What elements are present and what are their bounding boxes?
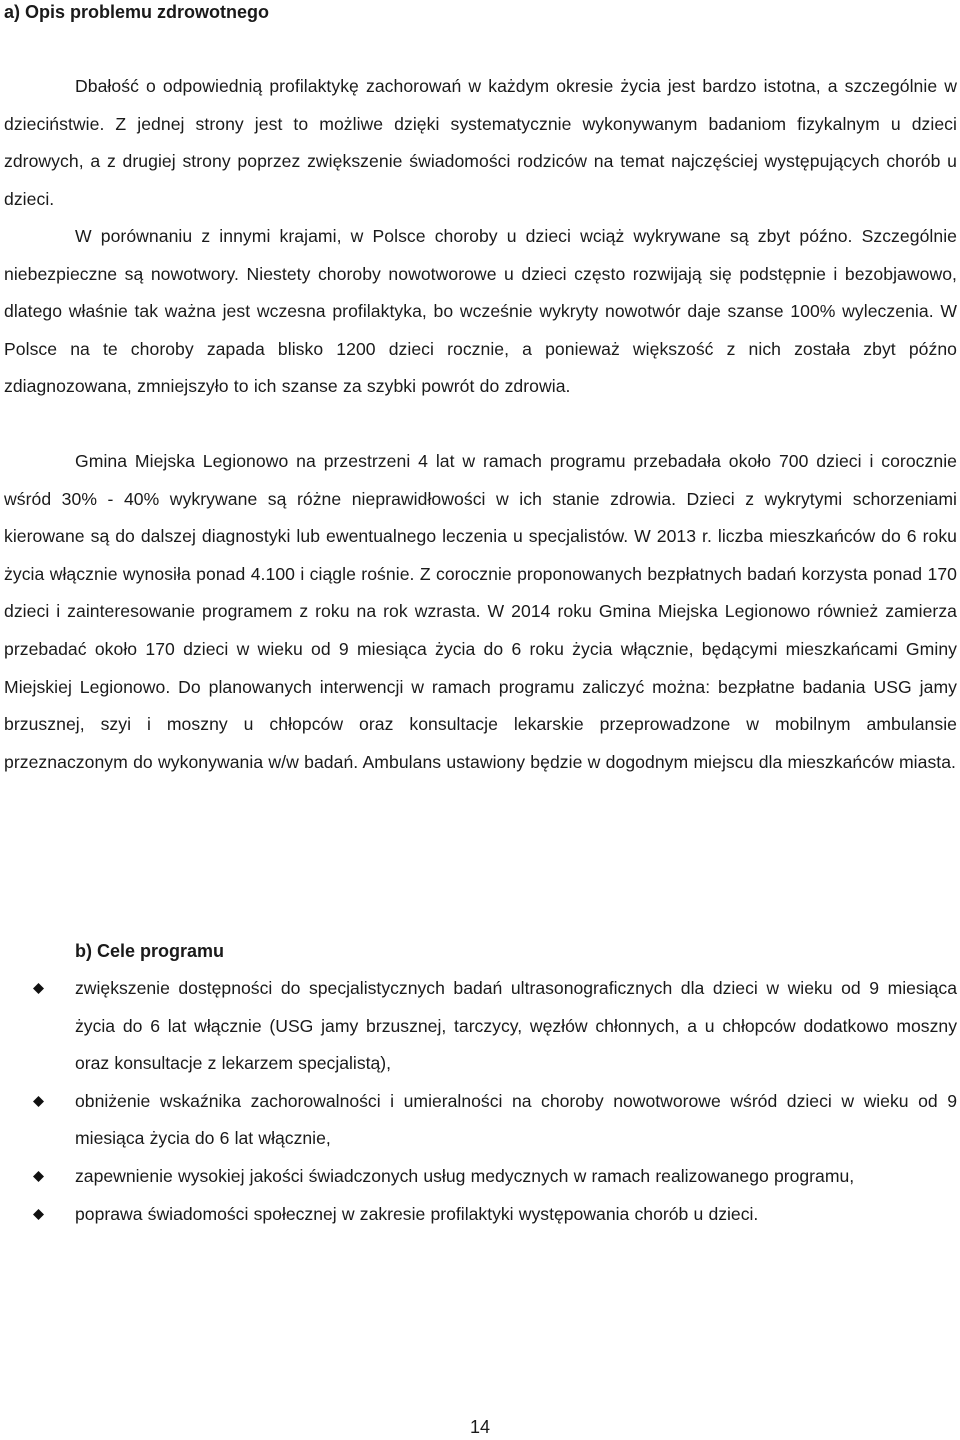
page-number: 14 [469,1417,491,1437]
list-item-text: poprawa świadomości społecznej w zakresie profilaktyki występowania chorób u dzieci. [75,1203,759,1224]
list-item-text: zapewnienie wysokiej jakości świadczonych usług medycznych w ramach realizowanego programu, [75,1165,855,1186]
diamond-bullet-icon [33,1096,44,1107]
section-a-paragraph-1: Dbałość o odpowiednią profilaktykę zachorowań w każdym okresie życia jest bardzo istotna, a szczególnie w dzieciństwie. Z jednej strony jest to możliwe dzięki systematycznie wykonywanym badaniom fizykalnym u dzieci zdrowych, a z drugiej strony poprzez zwiększenie świadomości rodziców na temat najczęściej występujących chorób u dzieci. [4,76,957,209]
list-item [4,1083,957,1158]
diamond-bullet-icon [33,983,44,994]
list-item-text: zwiększenie dostępności do specjalistycznych badań ultrasonograficznych dla dzieci w wieku od 9 miesiąca życia do 6 lat włącznie (USG jamy brzusznej, tarczycy, węzłów chłonnych, a u chłopców dodatkowo moszny oraz konsultacje z lekarzem specjalistą), [75,978,957,1074]
list-item [4,1196,957,1234]
section-a-paragraph-3: Gmina Miejska Legionowo na przestrzeni 4 lat w ramach programu przebadała około 700 dzieci i corocznie wśród 30% - 40% wykrywane są różne nieprawidłowości w ich stanie zdrowia. Dzieci z wykrytymi schorzeniami kierowane są do dalszej diagnostyki lub ewentualnego leczenia u specjalistów. W 2013 r. liczba mieszkańców do 6 roku życia włącznie wynosiła ponad 4.100 i ciągle rośnie. Z corocznie proponowanych bezpłatnych badań korzysta ponad 170 dzieci i zainteresowanie programem z roku na rok wzrasta. W 2014 roku Gmina Miejska Legionowo również zamierza przebadać około 170 dzieci w wieku od 9 miesiąca życia do 6 roku życia włącznie, będącymi mieszkańcami Gminy Miejskiej Legionowo. Do planowanych interwencji w ramach programu zaliczyć można: bezpłatne badania USG jamy brzusznej, szyi i moszny u chłopców oraz konsultacje lekarskie przeprowadzone w mobilnym ambulansie przeznaczonym do wykonywania w/w badań. Ambulans ustawiony będzie w dogodnym miejscu dla mieszkańców miasta. [4,451,957,772]
list-item [4,970,957,1083]
section-a-heading: a) Opis problemu zdrowotnego [4,2,269,22]
list-item [4,1158,957,1196]
diamond-bullet-icon [33,1171,44,1182]
section-b-heading: b) Cele programu [75,941,225,961]
goals-list [4,970,957,1233]
diamond-bullet-icon [33,1209,44,1220]
section-a-paragraph-2: W porównaniu z innymi krajami, w Polsce choroby u dzieci wciąż wykrywane są zbyt późno. Szczególnie niebezpieczne są nowotwory. Niestety choroby nowotworowe u dzieci często rozwijają się podstępnie i bezobjawowo, dlatego właśnie tak ważna jest wczesna profilaktyka, bo wcześnie wykryty nowotwór daje szanse 100% wyleczenia. W Polsce na te choroby zapada blisko 1200 dzieci rocznie, a ponieważ większość z nich została zbyt późno zdiagnozowana, zmniejszyło to ich szanse za szybki powrót do zdrowia. [4,226,957,397]
list-item-text: obniżenie wskaźnika zachorowalności i umieralności na choroby nowotworowe wśród dzieci w wieku od 9 miesiąca życia do 6 lat włącznie, [75,1090,957,1149]
